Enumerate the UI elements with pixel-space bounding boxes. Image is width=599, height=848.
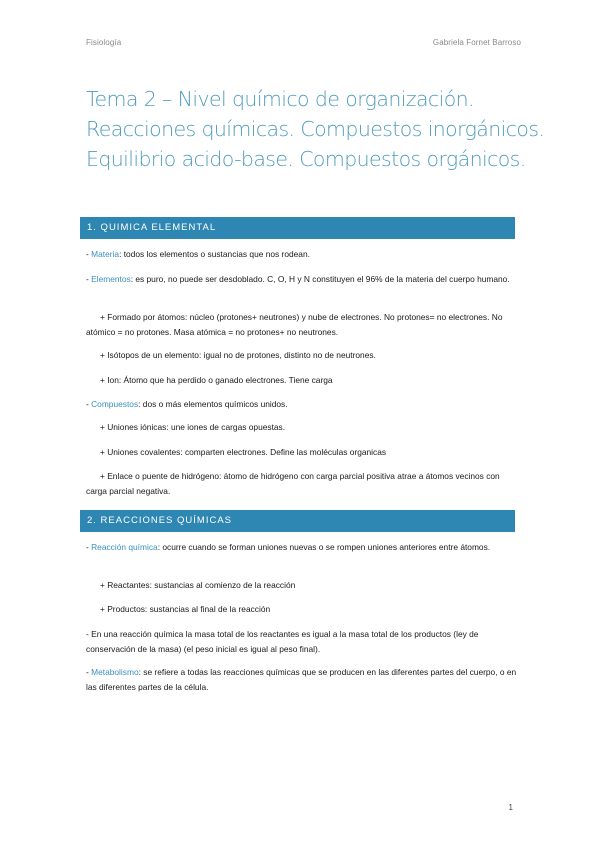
title-line-1: Tema 2 – Nivel químico de organización. — [86, 87, 474, 111]
materia-text: : todos los elementos o sustancias que nos rodean. — [119, 249, 310, 259]
bullet-dash: - — [86, 274, 92, 284]
paragraph-materia — [86, 247, 518, 262]
elementos-text: : es puro, no puede ser desdoblado. C, O, H y N constituyen el 96% de la materia del cuerpo humano. — [130, 274, 510, 284]
keyword-compuestos: Compuestos — [91, 399, 139, 409]
paragraph-reaccion-quimica — [86, 540, 518, 555]
page-title — [86, 84, 546, 174]
paragraph-productos: + Productos: sustancias al final de la reacción — [100, 604, 271, 614]
paragraph-isotopos: + Isótopos de un elemento: igual no de protones, distinto no de neutrones. — [100, 350, 376, 360]
title-line-3: Equilibrio acido-base. Compuestos orgánicos. — [86, 147, 526, 171]
compuestos-text: : dos o más elementos químicos unidos. — [138, 399, 288, 409]
paragraph-compuestos — [86, 397, 518, 412]
paragraph-uniones-ionicas: + Uniones iónicas: une iones de cargas opuestas. — [100, 422, 286, 432]
keyword-elementos: Elementos — [91, 274, 131, 284]
keyword-reaccion-quimica: Reacción química — [91, 542, 158, 552]
page-number: 1 — [508, 803, 513, 812]
section-heading-quimica-elemental: 1. QUIMICA ELEMENTAL — [80, 217, 515, 239]
bullet-dash: - — [86, 249, 92, 259]
header-subject: Fisiología — [86, 38, 122, 47]
formado-text: + Formado por átomos: núcleo (protones+ neutrones) y nube de electrones. No protones= no electrones. No atómico = no protones. Masa atómica = no protones+ no neutrones. — [86, 312, 503, 337]
keyword-materia: Materia — [91, 249, 120, 259]
reaccion-text: : ocurre cuando se forman uniones nuevas o se rompen uniones anteriores entre átomos. — [157, 542, 491, 552]
title-line-2: Reacciones químicas. Compuestos inorgánicos. — [86, 117, 545, 141]
paragraph-enlace-hidrogeno — [86, 469, 518, 499]
section-heading-reacciones-quimicas: 2. REACCIONES QUÍMICAS — [80, 510, 515, 532]
paragraph-reactantes: + Reactantes: sustancias al comienzo de la reacción — [100, 580, 296, 590]
bullet-dash: - — [86, 542, 92, 552]
paragraph-uniones-covalentes: + Uniones covalentes: comparten electrones. Define las moléculas organicas — [100, 447, 387, 457]
paragraph-metabolismo — [86, 665, 518, 695]
bullet-dash: - — [86, 399, 92, 409]
metabolismo-text: : se refiere a todas las reacciones químicas que se producen en las diferentes partes del cuerpo, o en las diferentes partes de la célula. — [86, 667, 517, 692]
paragraph-ion: + Ion: Átomo que ha perdido o ganado electrones. Tiene carga — [100, 375, 333, 385]
paragraph-elementos — [86, 272, 518, 287]
keyword-metabolismo: Metabolismo — [91, 667, 139, 677]
paragraph-ley-conservacion: - En una reacción química la masa total de los reactantes es igual a la masa total de los productos (ley de conservación de la masa) (el peso inicial es igual al peso final). — [86, 629, 479, 654]
bullet-dash: - — [86, 667, 92, 677]
paragraph-formado-por-atomos — [86, 310, 518, 340]
header-author: Gabriela Fornet Barroso — [432, 38, 521, 47]
enlace-text: + Enlace o puente de hidrógeno: átomo de hidrógeno con carga parcial positiva atrae a átomos vecinos con carga parcial negativa. — [86, 471, 500, 496]
